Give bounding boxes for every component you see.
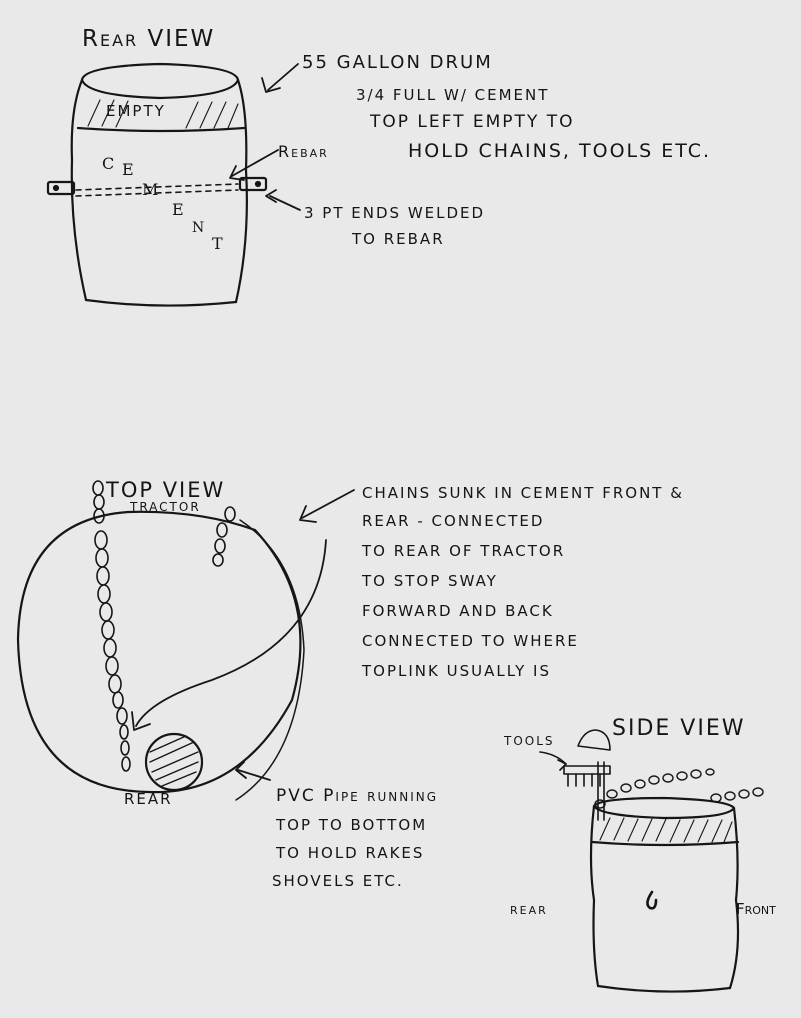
chains-note-line: TO REAR OF TRACTOR: [362, 542, 566, 560]
cement-letter: M: [142, 180, 161, 199]
top-view-title: TOP VIEW: [106, 478, 226, 502]
chains-note-line: CHAINS SUNK IN CEMENT FRONT &: [362, 484, 684, 502]
pvc-note-line: TOP TO BOTTOM: [276, 816, 428, 834]
tractor-label: TRACTOR: [130, 500, 201, 514]
cement-letter: N: [192, 220, 207, 236]
pvc-note-line: SHOVELS ETC.: [272, 872, 404, 890]
tools-label: TOOLS: [504, 734, 555, 748]
side-chains: [595, 769, 763, 808]
pvc-note-line: TO HOLD RAKES: [276, 844, 425, 862]
chains-note-line: REAR - CONNECTED: [362, 512, 545, 530]
chains-note-line: FORWARD AND BACK: [362, 602, 554, 620]
rear-view-title: Rear VIEW: [82, 26, 216, 52]
side-view-drum: [591, 798, 738, 992]
side-front-label: Front: [736, 900, 776, 918]
chains-note-line: TOPLINK USUALLY IS: [362, 662, 551, 680]
ends-note-line: 3 PT ENDS WELDED: [304, 204, 486, 222]
cement-letter: E: [172, 200, 186, 219]
top-rear-label: REAR: [124, 790, 173, 808]
cement-letter: E: [122, 160, 136, 179]
side-rear-label: rear: [510, 900, 548, 918]
cement-letter: C: [102, 154, 117, 173]
side-hatching: [600, 818, 732, 842]
chain-left: [93, 481, 130, 771]
cement-letter: T: [212, 234, 225, 253]
drum-note-line: 55 GALLON DRUM: [302, 52, 493, 73]
ends-note-line: TO REBAR: [352, 230, 445, 248]
empty-label: EMPTY: [106, 102, 166, 120]
pvc-note-line: PVC Pipe running: [276, 786, 439, 806]
side-view-title: SIDE VIEW: [612, 716, 746, 741]
chain-right: [213, 507, 235, 566]
chains-note-line: TO STOP SWAY: [362, 572, 498, 590]
drum-note-line: HOLD CHAINS, TOOLS ETC.: [408, 140, 712, 162]
chains-note-line: CONNECTED TO WHERE: [362, 632, 579, 650]
drum-note-line: 3/4 FULL W/ CEMENT: [356, 86, 550, 104]
pvc-pipe: [146, 734, 202, 790]
drum-note-line: TOP LEFT EMPTY TO: [370, 112, 575, 132]
rebar-label: Rebar: [278, 142, 329, 161]
